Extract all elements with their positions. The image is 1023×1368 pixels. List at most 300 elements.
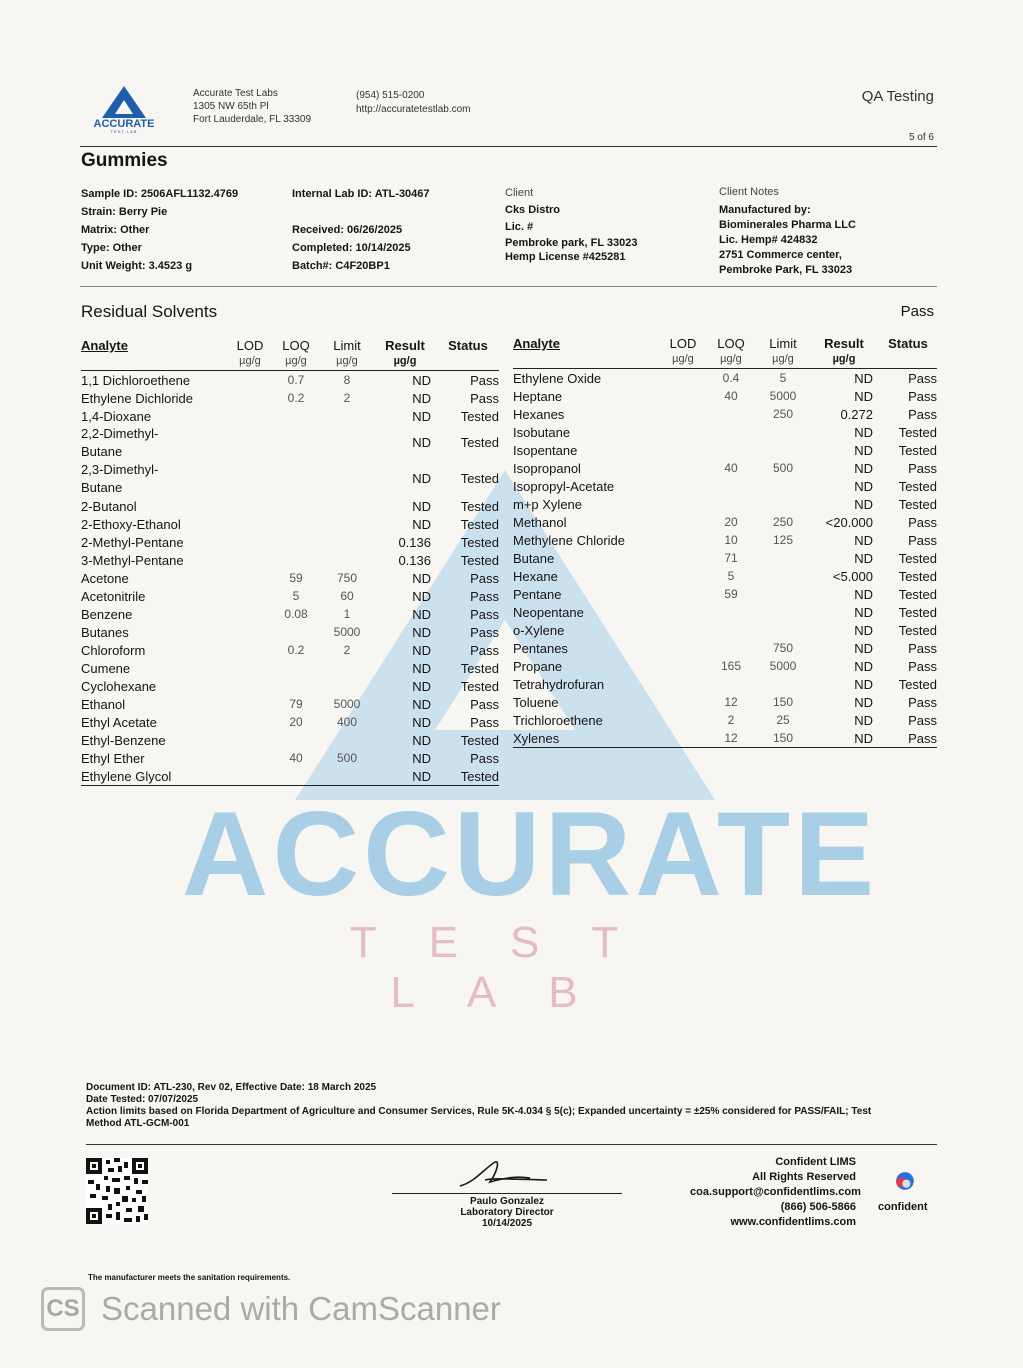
result-cell: ND [373, 767, 437, 786]
lod-cell [229, 515, 271, 533]
loq-cell [271, 425, 321, 461]
loq-cell: 0.08 [284, 606, 308, 621]
manufacturer-name: Biominerales Pharma LLC [719, 219, 856, 231]
status-cell: Pass [879, 729, 937, 748]
status-cell: Pass [470, 372, 499, 388]
limit-cell: 2 [343, 642, 351, 657]
lod-cell [661, 675, 705, 693]
limit-cell [757, 477, 809, 495]
analyte-cell: 3-Methyl-Pentane [81, 552, 184, 568]
table-row [81, 389, 499, 407]
result-cell: ND [412, 732, 431, 748]
lod-cell [229, 407, 271, 425]
analyte-cell: Benzene [81, 606, 133, 622]
loq-cell [271, 551, 321, 569]
loq-cell [705, 639, 757, 657]
analyte-cell: Cyclohexane [81, 678, 157, 694]
status-cell: Pass [908, 640, 937, 656]
lod-cell [229, 425, 271, 461]
table-row [81, 515, 499, 533]
analyte-cell: Isopentane [513, 442, 578, 458]
completed-date: Completed: 10/14/2025 [292, 242, 411, 254]
loq-cell [271, 497, 321, 515]
result-cell: ND [854, 604, 873, 620]
result-cell: ND [854, 460, 873, 476]
lod-cell [229, 389, 271, 407]
loq-cell [705, 405, 757, 423]
qr-code-icon [86, 1158, 148, 1224]
limit-cell [321, 551, 373, 569]
solvents-table-right [513, 333, 937, 748]
limit-cell [757, 675, 809, 693]
table-row [81, 767, 499, 786]
analyte-cell: Ethylene Dichloride [81, 390, 194, 406]
loq-cell [271, 659, 321, 677]
lod-cell [229, 713, 271, 731]
qa-testing-label: QA Testing [861, 88, 934, 105]
lod-cell [661, 621, 705, 639]
result-cell: ND [412, 660, 431, 676]
lod-cell [229, 623, 271, 641]
analyte-cell: Ethyl-Benzene [81, 732, 166, 748]
result-cell: ND [412, 408, 431, 424]
lod-cell [229, 569, 271, 587]
table-row [513, 459, 937, 477]
analyte-cell: Hexanes [513, 406, 565, 422]
lod-cell [229, 605, 271, 623]
loq-cell: 0.2 [287, 642, 305, 657]
lod-cell [661, 639, 705, 657]
unit-limit: µg/g [321, 353, 373, 371]
limit-cell: 8 [343, 372, 351, 387]
result-cell: ND [854, 424, 873, 440]
received-date: Received: 06/26/2025 [292, 224, 403, 236]
analyte-cell: Ethyl Acetate [81, 714, 157, 730]
status-cell: Pass [908, 694, 937, 710]
analyte-cell: Isopropanol [513, 460, 581, 476]
status-cell: Tested [898, 586, 937, 602]
table-row [513, 621, 937, 639]
analyte-cell: Pentane [513, 586, 562, 602]
internal-lab-id: Internal Lab ID: ATL-30467 [292, 188, 430, 200]
lims-rights: All Rights Reserved [752, 1171, 856, 1183]
col-result: Result [385, 338, 425, 353]
result-cell: ND [412, 471, 431, 486]
lod-cell [229, 551, 271, 569]
result-cell: <5.000 [832, 568, 873, 584]
loq-cell [271, 533, 321, 551]
limit-cell [321, 497, 373, 515]
col-loq: LOQ [282, 338, 310, 353]
loq-cell [271, 731, 321, 749]
analyte-cell: Acetonitrile [81, 588, 146, 604]
status-cell: Tested [460, 516, 499, 532]
sample-unit-weight: Unit Weight: 3.4523 g [81, 260, 193, 272]
lod-cell [229, 731, 271, 749]
lod-cell [661, 387, 705, 405]
lod-cell [661, 405, 705, 423]
col-limit: Limit [333, 338, 361, 353]
analyte-cell: 1,4-Dioxane [81, 408, 152, 424]
limit-cell: 25 [776, 712, 790, 727]
limit-cell [321, 533, 373, 551]
status-cell: Pass [908, 712, 937, 728]
loq-cell [705, 441, 757, 459]
table-row [513, 369, 937, 388]
sanitation-note: The manufacturer meets the sanitation requirements. [88, 1273, 291, 1282]
col-analyte: Analyte [81, 338, 128, 353]
table-row [81, 569, 499, 587]
document-notes [86, 1082, 906, 1130]
lod-cell [661, 729, 705, 748]
result-cell: 0.272 [840, 406, 873, 422]
analyte-cell: Acetone [81, 570, 129, 586]
lab-address-2: Fort Lauderdale, FL 33309 [193, 114, 312, 125]
status-cell: Pass [908, 460, 937, 476]
status-cell: Pass [908, 406, 937, 422]
loq-cell [705, 423, 757, 441]
lod-cell [229, 497, 271, 515]
result-cell: ND [854, 532, 873, 548]
table-row [513, 531, 937, 549]
table-row [513, 711, 937, 729]
status-cell: Tested [898, 604, 937, 620]
table-row [513, 549, 937, 567]
table-row [81, 461, 499, 497]
status-cell: Tested [460, 732, 499, 748]
unit-limit: µg/g [757, 351, 809, 369]
status-cell: Tested [898, 568, 937, 584]
solvents-table-left [81, 335, 499, 786]
limit-cell: 500 [772, 460, 794, 475]
table-row [513, 405, 937, 423]
lims-website: www.confidentlims.com [730, 1216, 856, 1228]
lod-cell [229, 371, 271, 390]
analyte-cell: Neopentane [513, 604, 584, 620]
table-row [81, 677, 499, 695]
signature-image [455, 1158, 550, 1194]
signer-name: Paulo Gonzalez [470, 1196, 544, 1207]
table-row [81, 659, 499, 677]
lod-cell [661, 657, 705, 675]
table-row [81, 497, 499, 515]
col-limit: Limit [769, 336, 797, 351]
table-row [81, 551, 499, 569]
table-row [81, 713, 499, 731]
loq-cell: 59 [724, 586, 738, 601]
analyte-line-2: Butane [81, 480, 123, 495]
limit-cell [757, 495, 809, 513]
analyte-cell: Butane [513, 550, 555, 566]
status-cell: Tested [898, 496, 937, 512]
limit-cell: 250 [772, 406, 794, 421]
status-cell: Pass [908, 370, 937, 386]
col-analyte: Analyte [513, 336, 560, 351]
result-cell: ND [412, 435, 431, 450]
client-hemp-license: Hemp License #425281 [505, 251, 626, 263]
lod-cell [229, 587, 271, 605]
limit-cell: 500 [336, 750, 358, 765]
result-cell: 0.136 [398, 552, 431, 568]
col-result: Result [824, 336, 864, 351]
limit-cell: 2 [343, 390, 351, 405]
table-row [513, 639, 937, 657]
analyte-cell: Methanol [513, 514, 567, 530]
table-row [81, 425, 499, 461]
status-cell: Tested [898, 478, 937, 494]
table-row [513, 693, 937, 711]
limit-cell [757, 567, 809, 585]
limit-cell: 250 [772, 514, 794, 529]
sample-type: Type: Other [81, 242, 142, 254]
loq-cell: 20 [289, 714, 303, 729]
status-cell: Pass [470, 570, 499, 586]
unit-lod: µg/g [661, 351, 705, 369]
status-cell: Pass [470, 750, 499, 766]
col-loq: LOQ [717, 336, 745, 351]
lod-cell [661, 585, 705, 603]
loq-cell: 40 [289, 750, 303, 765]
document-id: Document ID: ATL-230, Rev 02, Effective Date: 18 March 2025 [86, 1082, 377, 1093]
limit-cell: 1 [343, 606, 351, 621]
status-cell: Tested [898, 622, 937, 638]
status-cell: Tested [460, 660, 499, 676]
loq-cell: 0.4 [722, 370, 740, 385]
result-cell: ND [412, 570, 431, 586]
manufacturer-hemp: Lic. Hemp# 424832 [719, 234, 818, 246]
status-cell: Pass [470, 606, 499, 622]
signer-block [392, 1196, 622, 1229]
limit-cell: 5000 [769, 388, 797, 403]
limit-cell [757, 441, 809, 459]
table-row [81, 533, 499, 551]
table-row [513, 477, 937, 495]
analyte-cell: Propane [513, 658, 563, 674]
table-row [81, 605, 499, 623]
client-notes [719, 185, 856, 278]
result-cell: ND [854, 712, 873, 728]
client-lic: Lic. # [505, 221, 534, 233]
result-cell: <20.000 [825, 514, 873, 530]
sample-info [81, 185, 238, 275]
limit-cell: 750 [336, 570, 358, 585]
result-cell: ND [854, 496, 873, 512]
status-cell: Pass [470, 714, 499, 730]
lod-cell [229, 767, 271, 786]
lab-phone: (954) 515-0200 [356, 90, 425, 101]
result-cell: ND [854, 658, 873, 674]
signer-date: 10/14/2025 [481, 1218, 533, 1229]
lod-cell [661, 441, 705, 459]
result-cell: ND [412, 750, 431, 766]
analyte-cell: Methylene Chloride [513, 532, 626, 548]
client-label: Client [505, 187, 534, 199]
lod-cell [229, 749, 271, 767]
sample-matrix: Matrix: Other [81, 224, 150, 236]
loq-cell: 2 [727, 712, 735, 727]
limit-cell: 60 [340, 588, 354, 603]
status-cell: Pass [908, 514, 937, 530]
limit-cell [757, 423, 809, 441]
result-cell: ND [412, 390, 431, 406]
lod-cell [661, 495, 705, 513]
limit-cell [321, 515, 373, 533]
table-row [81, 587, 499, 605]
limit-cell: 150 [772, 694, 794, 709]
table-row [81, 407, 499, 425]
sample-strain: Strain: Berry Pie [81, 206, 168, 218]
analyte-cell: Toluene [513, 694, 559, 710]
table-row [513, 567, 937, 585]
result-cell: ND [854, 622, 873, 638]
analyte-cell: Pentanes [513, 640, 568, 656]
result-cell: ND [412, 714, 431, 730]
limit-cell: 5000 [333, 624, 361, 639]
client-notes-label: Client Notes [719, 186, 779, 198]
unit-loq: µg/g [705, 351, 757, 369]
section-title: Residual Solvents [81, 302, 218, 321]
status-cell: Tested [460, 552, 499, 568]
loq-cell: 40 [724, 388, 738, 403]
analyte-cell: Hexane [513, 568, 558, 584]
limit-cell [757, 603, 809, 621]
logo-text: ACCURATE [93, 118, 155, 130]
analyte-line-1: 2,3-Dimethyl- [81, 462, 159, 477]
result-cell: ND [854, 442, 873, 458]
status-cell: Pass [470, 624, 499, 640]
lod-cell [229, 461, 271, 497]
limit-cell: 750 [772, 640, 794, 655]
col-lod: LOD [669, 336, 697, 351]
loq-cell: 12 [724, 694, 738, 709]
status-cell: Pass [470, 588, 499, 604]
lod-cell [661, 549, 705, 567]
analyte-cell: 2-Ethoxy-Ethanol [81, 516, 181, 532]
unit-lod: µg/g [229, 353, 271, 371]
loq-cell: 59 [289, 570, 303, 585]
analyte-cell: 2-Methyl-Pentane [81, 534, 184, 550]
limit-cell: 125 [772, 532, 794, 547]
lims-email: coa.support@confidentlims.com [690, 1186, 861, 1198]
loq-cell: 5 [727, 568, 735, 583]
lod-cell [229, 533, 271, 551]
table-row [513, 441, 937, 459]
camscanner-badge-icon: CS [41, 1287, 85, 1331]
result-cell: ND [809, 729, 879, 748]
result-cell: ND [412, 642, 431, 658]
unit-result: µg/g [373, 353, 437, 371]
result-cell: ND [412, 606, 431, 622]
result-cell: ND [854, 370, 873, 386]
analyte-cell: 1,1 Dichloroethene [81, 372, 191, 388]
analyte-cell: Trichloroethene [513, 712, 603, 728]
status-cell: Pass [470, 390, 499, 406]
result-cell: ND [854, 478, 873, 494]
client-info [505, 185, 637, 264]
status-cell: Tested [898, 424, 937, 440]
table-row [81, 371, 499, 390]
analyte-cell: Butanes [81, 624, 129, 640]
analyte-line-1: 2,2-Dimethyl- [81, 426, 159, 441]
result-cell: ND [412, 678, 431, 694]
analyte-cell: Isopropyl-Acetate [513, 478, 615, 494]
batch-number: Batch#: C4F20BP1 [292, 260, 390, 272]
limit-cell: 5000 [769, 658, 797, 673]
lab-name: Accurate Test Labs [193, 88, 278, 99]
loq-cell [705, 675, 757, 693]
limit-cell [757, 621, 809, 639]
lab-contact [356, 89, 471, 117]
analyte-cell: o-Xylene [513, 622, 565, 638]
status-cell: Tested [460, 534, 499, 550]
result-cell: ND [854, 676, 873, 692]
confident-label: confident [878, 1201, 928, 1213]
page-number: 5 of 6 [908, 132, 934, 143]
client-city: Pembroke park, FL 33023 [505, 237, 638, 249]
watermark-text: ACCURATE [181, 787, 879, 921]
limit-cell [321, 767, 373, 786]
table-row [513, 513, 937, 531]
date-tested: Date Tested: 07/07/2025 [86, 1094, 199, 1105]
analyte-cell: Ethyl Ether [81, 750, 145, 766]
loq-cell [271, 767, 321, 786]
loq-cell [705, 495, 757, 513]
analyte-cell: m+p Xylene [513, 496, 583, 512]
manufacturer-street: 2751 Commerce center, [719, 249, 842, 261]
lod-cell [661, 567, 705, 585]
result-cell: ND [412, 498, 431, 514]
table-row [81, 695, 499, 713]
analyte-cell: Ethylene Glycol [81, 767, 229, 786]
status-cell: Tested [460, 435, 499, 450]
table-row [81, 749, 499, 767]
lod-cell [661, 603, 705, 621]
loq-cell: 12 [705, 729, 757, 748]
loq-cell [271, 623, 321, 641]
result-cell: ND [854, 586, 873, 602]
analyte-line-2: Butane [81, 444, 123, 459]
lod-cell [229, 641, 271, 659]
result-cell: ND [854, 694, 873, 710]
table-row [81, 623, 499, 641]
status-cell: Pass [470, 642, 499, 658]
limit-cell: 400 [336, 714, 358, 729]
lod-cell [229, 695, 271, 713]
section-divider [80, 286, 937, 287]
limit-cell [321, 677, 373, 695]
analyte-cell: Heptane [513, 388, 563, 404]
loq-cell: 165 [720, 658, 742, 673]
manufactured-by-label: Manufactured by: [719, 204, 811, 216]
result-cell: ND [412, 624, 431, 640]
analyte-cell: Chloroform [81, 642, 146, 658]
manufacturer-city: Pembroke Park, FL 33023 [719, 264, 853, 276]
result-cell: ND [412, 588, 431, 604]
loq-cell [271, 461, 321, 497]
status-cell: Pass [908, 532, 937, 548]
analyte-cell: Isobutane [513, 424, 571, 440]
table-row [513, 423, 937, 441]
limit-cell [321, 731, 373, 749]
loq-cell [705, 477, 757, 495]
loq-cell: 10 [724, 532, 738, 547]
lims-info [690, 1155, 861, 1230]
lab-dates [292, 185, 430, 275]
status-cell: Pass [908, 658, 937, 674]
loq-cell [271, 515, 321, 533]
result-cell: ND [854, 640, 873, 656]
loq-cell: 0.7 [287, 372, 305, 387]
